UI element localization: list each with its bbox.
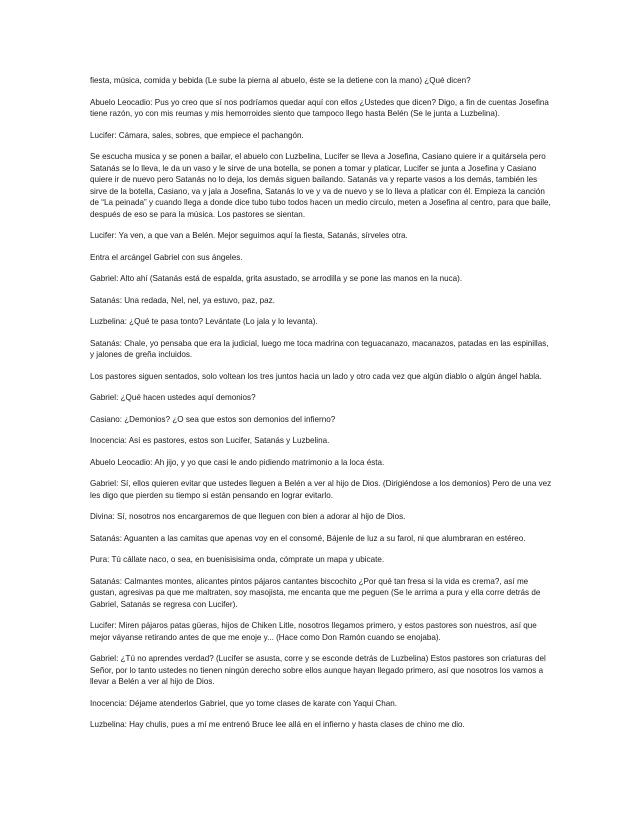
paragraph: Inocencia: Así es pastores, estos son Lucifer, Satanás y Luzbelina. bbox=[90, 436, 330, 445]
paragraph: Satanás: Chale, yo pensaba que era la judicial, luego me toca madrina con teguacanazo, macanazos, patadas en las espinillas, y jalones de greña incluidos. bbox=[90, 338, 549, 359]
paragraph: Divina: Sí, nosotros nos encargaremos de que lleguen con bien a adorar al hijo de Dios. bbox=[90, 512, 406, 521]
paragraph: Inocencia: Déjame atenderlos Gabriel, que yo tome clases de karate con Yaqui Chan. bbox=[90, 698, 397, 708]
paragraph: Luzbelina: Hay chulis, pues a mí me entrenó Bruce lee allá en el infierno y hasta clases de chino me dio. bbox=[90, 720, 465, 729]
paragraph: Lucifer: Cámara, sales, sobres, que empiece el pachangón. bbox=[90, 130, 304, 140]
paragraph: fiesta, música, comida y bebida (Le sube la pierna al abuelo, éste se la detiene con la mano) ¿Qué dicen? bbox=[90, 76, 471, 85]
paragraph: Los pastores siguen sentados, solo voltean los tres juntos hacia un lado y otro cada vez que algún diablo o algún ángel habla. bbox=[90, 371, 542, 381]
paragraph: Gabriel: Sí, ellos quieren evitar que ustedes lleguen a Belén a ver al hijo de Dios. (Dirigiéndose a los demonios) Pero de una vez les digo que pierden su tiempo si están pensando en lograr evitarlo. bbox=[90, 479, 552, 500]
paragraph: Pura: Tú cállate naco, o sea, en buenisisisima onda, cómprate un mapa y ubicate. bbox=[90, 555, 385, 564]
paragraph: Lucifer: Miren pájaros patas güeras, hijos de Chiken Litle, nosotros llegamos primero, y estos pastores son nuestros, así que mejor váyanse retirando antes de que me enoje y... (Hace como Don Ramón cuando se enojaba). bbox=[90, 621, 537, 642]
paragraph: Gabriel: ¿Tú no aprendes verdad? (Lucifer se asusta, corre y se esconde detrás de Luzbelina) Estos pastores son criaturas del Señor, por lo tanto ustedes no tienen ningún derecho sobre ellos aunque hayan llegado primero, así que nosotros los vamos a llevar a Belén a ver al hijo de Dios. bbox=[90, 654, 546, 686]
paragraph: Gabriel: Alto ahí (Satanás está de espalda, grita asustado, se arrodilla y se pone las manos en la nuca). bbox=[90, 274, 463, 283]
paragraph: Satanás: Calmantes montes, alicantes pintos pájaros cantantes biscochito ¿Por qué tan fresa si la vida es crema?, así me gustan, agresivas pa que me maltraten, soy masojista, me encanta que me peguen (Se le arrima a pura y ella corre detrás de Gabriel, Satanás se regresa con Lucifer). bbox=[90, 576, 541, 609]
paragraph: Lucifer: Ya ven, a que van a Belén. Mejor seguimos aquí la fiesta, Satanás, sírveles otra. bbox=[90, 231, 408, 240]
paragraph: Abuelo Leocadio: Pus yo creo que sí nos podríamos quedar aquí con ellos ¿Ustedes que dicen? Digo, a fin de cuentas Josefina tiene razón, yo con mis reumas y mis hemorroides siento que tampoco llego hasta Belén (Se le junta a Luzbelina). bbox=[90, 97, 549, 118]
paragraph: Casiano: ¿Demonios? ¿O sea que estos son demonios del infierno? bbox=[90, 414, 336, 424]
paragraph: Entra el arcángel Gabriel con sus ángeles. bbox=[90, 252, 243, 262]
paragraph: Satanás: Aguanten a las camitas que apenas voy en el consomé, Bájenle de luz a su farol, ni que alumbraran en estéreo. bbox=[90, 533, 526, 543]
paragraph: Luzbelina: ¿Qué te pasa tonto? Levántate (Lo jala y lo levanta). bbox=[90, 317, 318, 326]
paragraph: Gabriel: ¿Qué hacen ustedes aquí demonios? bbox=[90, 393, 256, 402]
paragraph: Satanás: Una redada, Nel, nel, ya estuvo, paz, paz. bbox=[90, 295, 275, 305]
document-body bbox=[90, 75, 552, 741]
paragraph: Abuelo Leocadio: Ah jijo, y yo que casi le ando pidiendo matrimonio a la loca ésta. bbox=[90, 457, 385, 467]
paragraph: Se escucha musica y se ponen a bailar, el abuelo con Luzbelina, Lucifer se lleva a Josefina, Casiano quiere ir a quitársela pero Satanás se lo lleva, le da un vaso y le sirve de una botella, se ponen a tomar y platicar, Lucifer se junta a Josefina y Casiano quiere ir de nuevo pero Satanás no lo deja, los demás siguen bailando. Satanás va y reparte vasos a los demás, también les sirve de la botella, Casiano, va y jala a Josefina, Satanás lo ve y va de nuevo y se lo lleva a platicar con él. Empieza la canción de “La peinada” y cuando llega a donde dice tubo tubo todos hacen un medio circulo, meten a Josefina al centro, para que baile, después de eso se para la música. Los pastores se sientan. bbox=[90, 152, 551, 219]
